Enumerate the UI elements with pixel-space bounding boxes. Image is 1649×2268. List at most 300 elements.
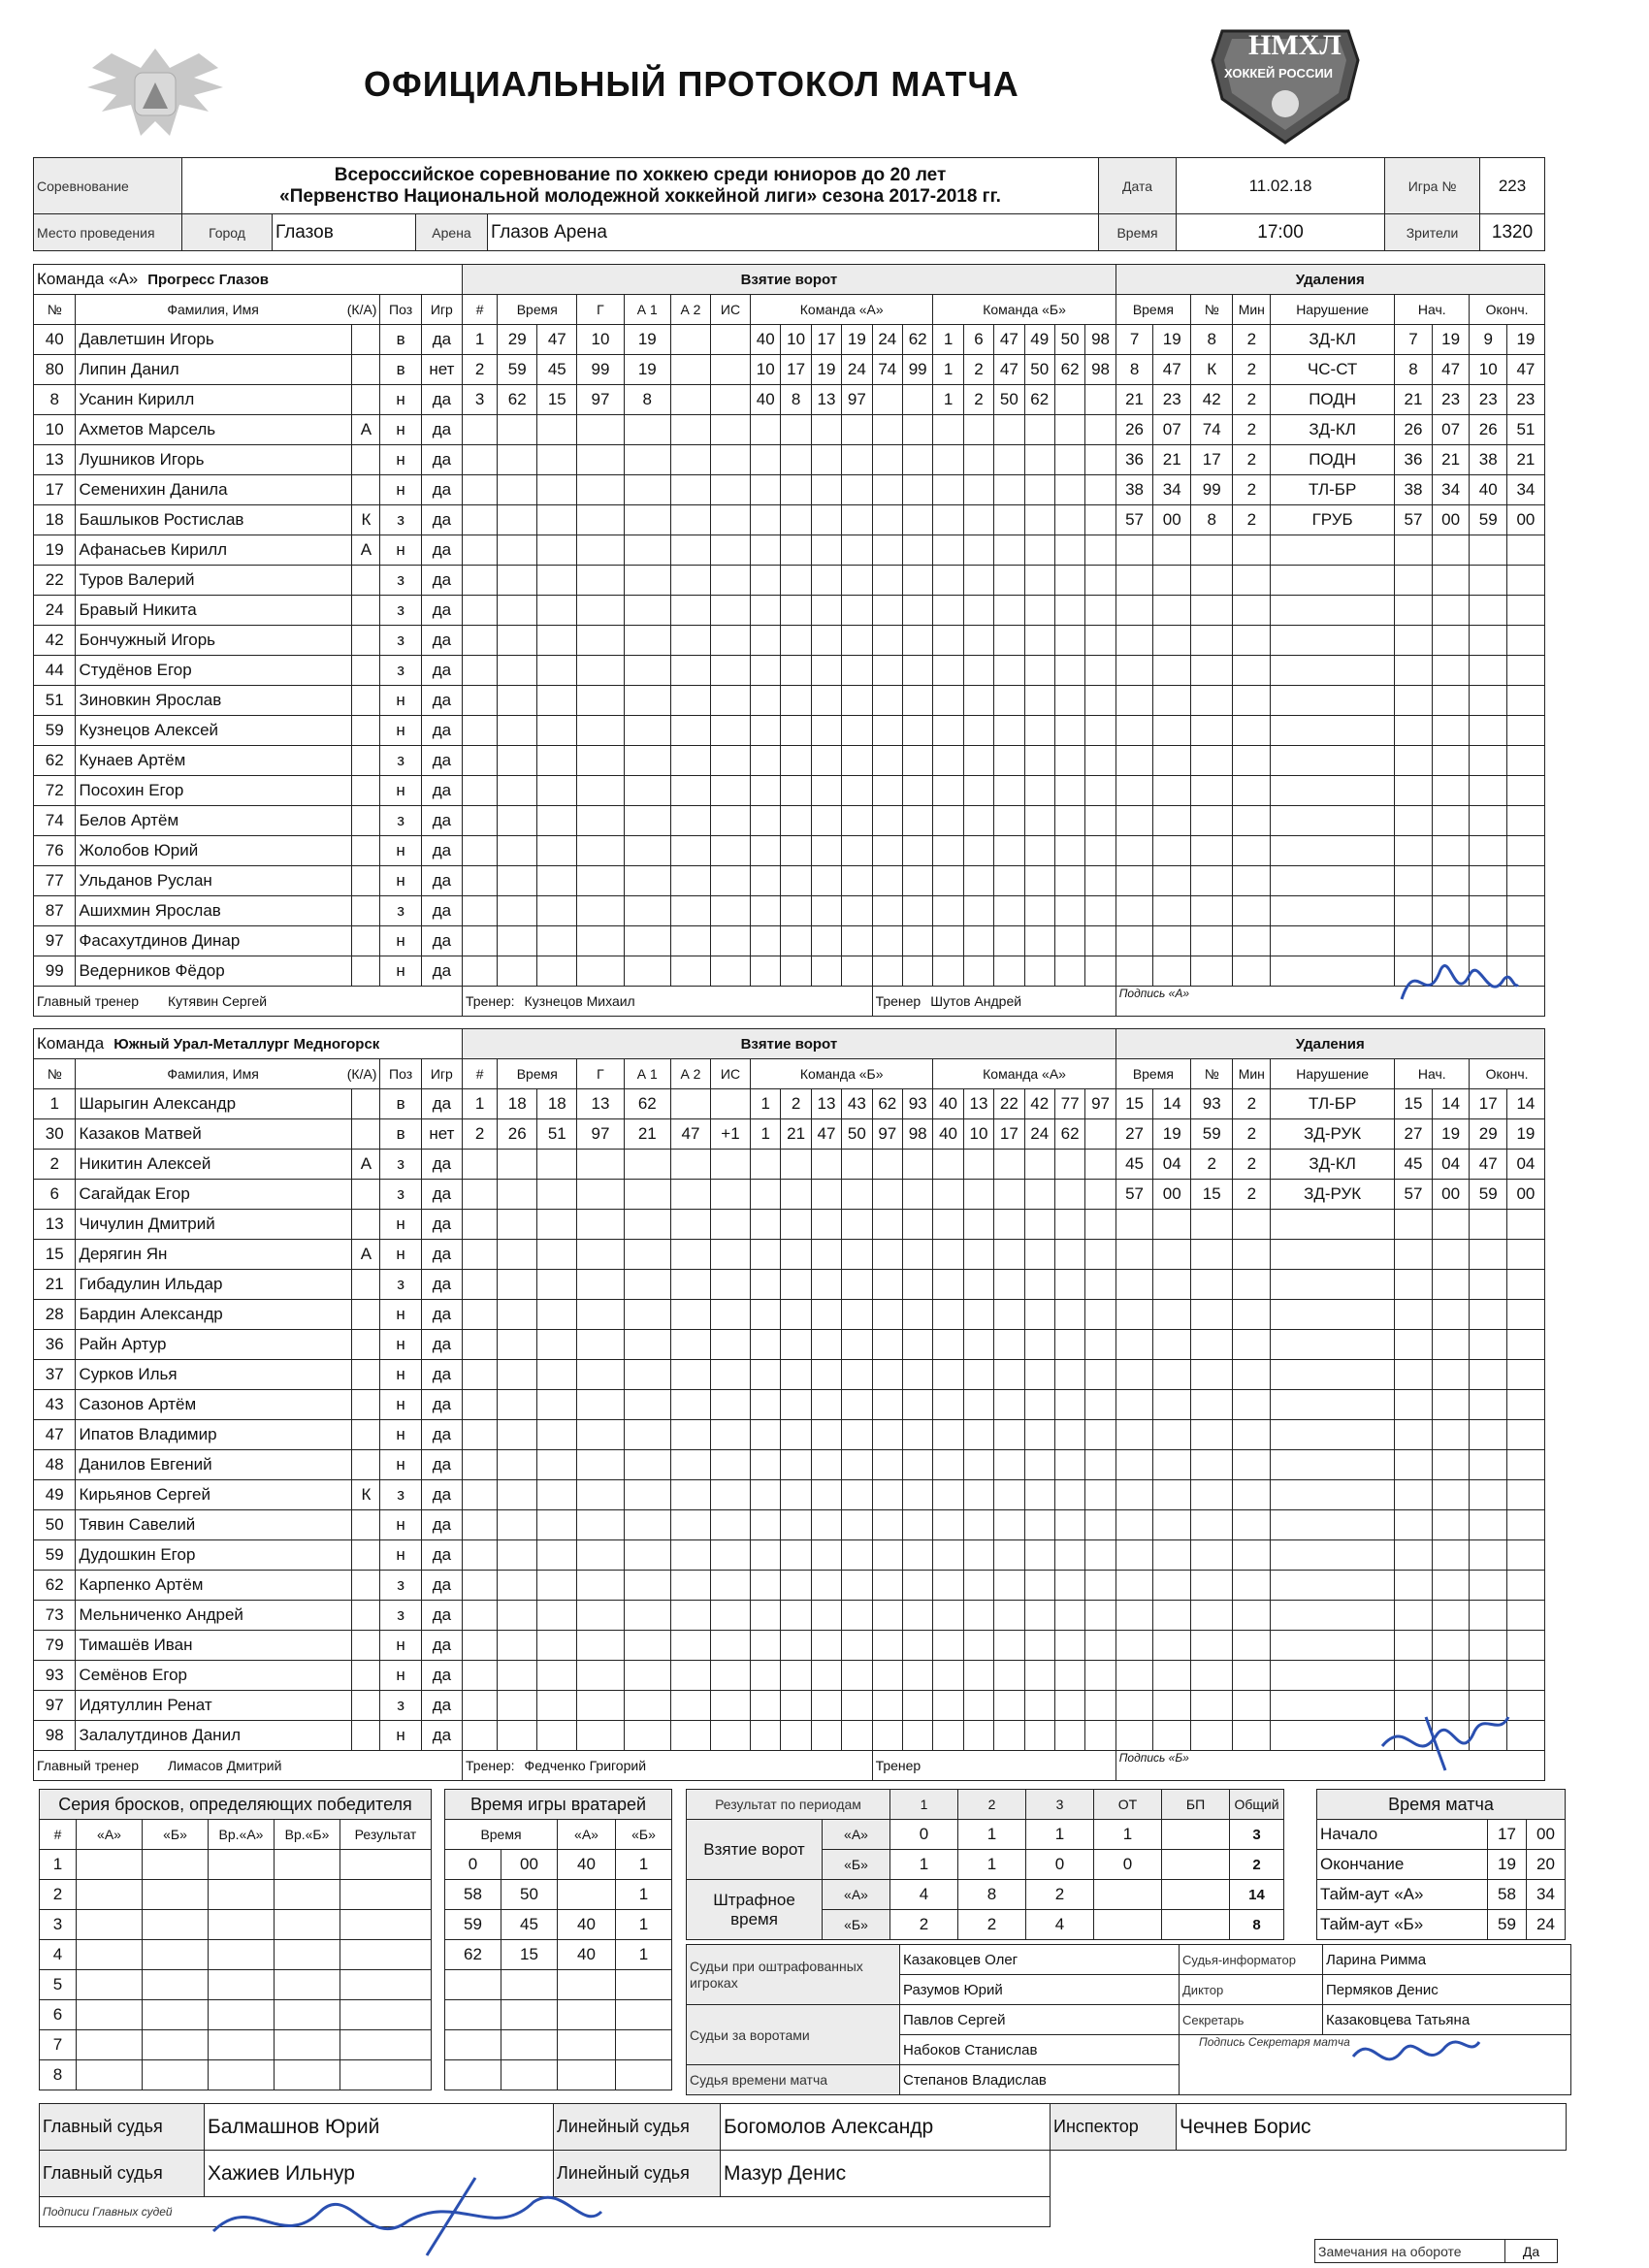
penalty-player: 15: [1191, 1180, 1233, 1210]
goal-empty: [811, 806, 841, 836]
goal-empty: [872, 956, 902, 987]
penalty-start-min: [1395, 1661, 1433, 1691]
player-role: [352, 1420, 380, 1450]
goal-empty: [842, 896, 872, 926]
goal-empty: [781, 445, 811, 475]
goal-empty: [1085, 746, 1116, 776]
player-position: н: [380, 475, 421, 505]
goal-empty: [710, 626, 750, 656]
penalty-minute: [1116, 1571, 1153, 1601]
penalty-minute: [1116, 1721, 1153, 1751]
goal-minute: 18: [498, 1089, 537, 1119]
goal-empty: [577, 415, 624, 445]
period-value: 4: [890, 1880, 958, 1910]
player-role: [352, 1631, 380, 1661]
penalty-end-min: [1470, 746, 1507, 776]
logo-line2: ХОККЕЙ РОССИИ: [1224, 66, 1334, 81]
goal-second: 15: [537, 385, 577, 415]
goal-empty: [537, 686, 577, 716]
goal-empty: [933, 535, 963, 566]
table-row: [34, 926, 1545, 956]
goal-minute: [498, 1601, 537, 1631]
goal-empty: [751, 1270, 781, 1300]
player-name: Белов Артём: [76, 806, 352, 836]
penalty-end-sec: [1507, 1300, 1545, 1330]
player-number: 24: [34, 596, 76, 626]
goal-empty: [751, 415, 781, 445]
goal-empty: [842, 445, 872, 475]
goal-empty: [902, 1360, 932, 1390]
goal-empty: [781, 1571, 811, 1601]
teamA-h-ga1: А 1: [624, 295, 670, 325]
penalty-player: [1191, 746, 1233, 776]
matchtime-hour: 58: [1488, 1880, 1527, 1910]
goal-empty: [624, 1721, 670, 1751]
goal-empty: [1085, 1510, 1116, 1540]
penalty-minute: 45: [1116, 1150, 1153, 1180]
penalty-minutes: 2: [1233, 1089, 1271, 1119]
periods-pen_label: Штрафное время: [687, 1880, 823, 1940]
goal-empty: [710, 1180, 750, 1210]
goal-minute: [498, 1721, 537, 1751]
player-role: [352, 1089, 380, 1119]
penalty-second: [1153, 746, 1191, 776]
goal-empty: [842, 475, 872, 505]
goal-empty: [1054, 1210, 1084, 1240]
player-role: [352, 355, 380, 385]
coach-value: Федченко Григорий: [524, 1758, 647, 1773]
penalty-start-min: 15: [1395, 1089, 1433, 1119]
penalty-minute: [1116, 1661, 1153, 1691]
penalty-end-sec: [1507, 896, 1545, 926]
player-number: 98: [34, 1721, 76, 1751]
penalty-start-sec: [1432, 1480, 1470, 1510]
penalty-second: 04: [1153, 1150, 1191, 1180]
goal-empty: [933, 1450, 963, 1480]
goal-empty: [902, 415, 932, 445]
player-position: з: [380, 596, 421, 626]
player-name: Ахметов Марсель: [76, 415, 352, 445]
goal-empty: [902, 746, 932, 776]
player-role: [352, 716, 380, 746]
matchtime-minute: 20: [1527, 1850, 1566, 1880]
goal-empty: [842, 1480, 872, 1510]
table-row: [34, 1721, 1545, 1751]
goal-empty: [963, 445, 993, 475]
penalty-end-sec: 23: [1507, 385, 1545, 415]
shootout-cell: [143, 2060, 209, 2090]
player-role: [352, 1601, 380, 1631]
teamA-table: [33, 264, 1545, 1017]
penalty-second: [1153, 1270, 1191, 1300]
goal-empty: [842, 1210, 872, 1240]
penalty-start-min: [1395, 836, 1433, 866]
goal-scorer: 13: [577, 1089, 624, 1119]
penalty-minute: 27: [1116, 1119, 1153, 1150]
goal-empty: [751, 1631, 781, 1661]
goal-empty: [902, 1240, 932, 1270]
player-position: н: [380, 956, 421, 987]
penalty-start-sec: 19: [1432, 325, 1470, 355]
goal-empty: [781, 1721, 811, 1751]
goal-empty: [1085, 1601, 1116, 1631]
goal-empty: [624, 1240, 670, 1270]
penalty-minutes: [1233, 1300, 1271, 1330]
goal-empty: [842, 1691, 872, 1721]
goal-empty: [624, 1210, 670, 1240]
teamA-h-gis: ИС: [710, 295, 750, 325]
goal-empty: [751, 656, 781, 686]
goal-empty: [994, 1420, 1024, 1450]
goal-number: [463, 1330, 498, 1360]
goal-minute: [498, 566, 537, 596]
goal-empty: [537, 1721, 577, 1751]
penalty-minutes: [1233, 836, 1271, 866]
goal-empty: [811, 1450, 841, 1480]
goal-opp-player: 47: [994, 325, 1024, 355]
goal-empty: [963, 956, 993, 987]
player-role: А: [352, 415, 380, 445]
goal-empty: [933, 1631, 963, 1661]
goal-own-player: 21: [781, 1119, 811, 1150]
penalty-start-sec: [1432, 1631, 1470, 1661]
penalty-end-min: [1470, 1420, 1507, 1450]
goal-empty: [670, 596, 710, 626]
goal-opp-player: 22: [994, 1089, 1024, 1119]
goal-empty: [994, 1300, 1024, 1330]
goal-empty: [933, 686, 963, 716]
goal-minute: [498, 866, 537, 896]
goal-opp-player: 2: [963, 355, 993, 385]
goal-number: [463, 1210, 498, 1240]
goal-empty: [994, 475, 1024, 505]
goal-opp-player: 98: [1085, 355, 1116, 385]
goal-empty: [670, 896, 710, 926]
penalty-minutes: [1233, 866, 1271, 896]
goal-empty: [577, 1661, 624, 1691]
penalty-end-sec: [1507, 1631, 1545, 1661]
goal-opp-player: 49: [1024, 325, 1054, 355]
goal-own-player: 40: [751, 325, 781, 355]
player-role: А: [352, 535, 380, 566]
goal-empty: [902, 1150, 932, 1180]
table-row: [34, 1420, 1545, 1450]
penalty-player: К: [1191, 355, 1233, 385]
player-position: н: [380, 836, 421, 866]
penalty-player: 17: [1191, 445, 1233, 475]
penalty-start-sec: [1432, 686, 1470, 716]
penalty-start-min: [1395, 1300, 1433, 1330]
goal-minute: [498, 1661, 537, 1691]
goal-assist1: 62: [624, 1089, 670, 1119]
goal-minute: [498, 1571, 537, 1601]
penalty-end-sec: [1507, 806, 1545, 836]
penalty-infraction: [1271, 1450, 1395, 1480]
goal-own-player: 97: [872, 1119, 902, 1150]
penalty-end-sec: [1507, 1601, 1545, 1631]
goal-empty: [537, 806, 577, 836]
goal-empty: [624, 686, 670, 716]
shootout-cell: [143, 1970, 209, 2000]
goalie-b: 1: [616, 1850, 672, 1880]
penalty-end-min: [1470, 1571, 1507, 1601]
goal-empty: [710, 535, 750, 566]
goal-empty: [1085, 1210, 1116, 1240]
penalty-start-sec: 00: [1432, 505, 1470, 535]
player-role: [352, 1661, 380, 1691]
table-row: [34, 505, 1545, 535]
player-name: Ашихмин Ярослав: [76, 896, 352, 926]
goal-empty: [994, 1631, 1024, 1661]
table-row: [445, 1910, 672, 1940]
goal-empty: [811, 1240, 841, 1270]
player-role: К: [352, 1480, 380, 1510]
goal-empty: [902, 956, 932, 987]
player-number: 44: [34, 656, 76, 686]
penalty-player: [1191, 1480, 1233, 1510]
player-number: 37: [34, 1360, 76, 1390]
info-value: Ларина Римма: [1323, 1945, 1571, 1975]
shootout-cell: [209, 1850, 275, 1880]
goalie-a: [558, 2030, 616, 2060]
player-name: Сазонов Артём: [76, 1390, 352, 1420]
goal-empty: [751, 475, 781, 505]
goal-number: [463, 1571, 498, 1601]
goal-number: [463, 1691, 498, 1721]
player-position: н: [380, 926, 421, 956]
penalty-end-sec: [1507, 746, 1545, 776]
goal-empty: [1024, 1300, 1054, 1330]
player-position: з: [380, 626, 421, 656]
goal-empty: [537, 716, 577, 746]
goal-empty: [577, 656, 624, 686]
goal-second: 47: [537, 325, 577, 355]
penalty-end-min: [1470, 1450, 1507, 1480]
penalty-start-sec: [1432, 1360, 1470, 1390]
goal-empty: [781, 596, 811, 626]
penbox-judge-2: Разумов Юрий: [900, 1975, 1180, 2005]
player-number: 13: [34, 445, 76, 475]
teamA-coaches: [34, 987, 1545, 1017]
goal-minute: [498, 1330, 537, 1360]
penalty-player: [1191, 1270, 1233, 1300]
player-name: Зиновкин Ярослав: [76, 686, 352, 716]
goal-empty: [670, 836, 710, 866]
goal-empty: [1054, 746, 1084, 776]
goal-empty: [963, 716, 993, 746]
table-row: [40, 1940, 432, 1970]
game-number-value: 223: [1480, 158, 1545, 214]
goal-empty: [670, 1601, 710, 1631]
penalty-start-min: [1395, 1360, 1433, 1390]
player-name: Казаков Матвей: [76, 1119, 352, 1150]
goal-empty: [963, 746, 993, 776]
goal-empty: [933, 415, 963, 445]
penalty-minutes: [1233, 1721, 1271, 1751]
player-role: [352, 866, 380, 896]
penalty-second: 07: [1153, 415, 1191, 445]
table-row: [687, 1880, 1284, 1910]
periods-team-label: «А»: [823, 1880, 890, 1910]
goal-minute: 62: [498, 385, 537, 415]
goal-empty: [872, 1150, 902, 1180]
goal-empty: [577, 1330, 624, 1360]
goal-number: [463, 1150, 498, 1180]
goal-empty: [751, 1691, 781, 1721]
player-position: н: [380, 1631, 421, 1661]
goal-empty: [1085, 896, 1116, 926]
penalty-end-sec: 21: [1507, 445, 1545, 475]
goal-empty: [751, 1330, 781, 1360]
player-role: [352, 656, 380, 686]
teamB-h-pnum: №: [1191, 1059, 1233, 1089]
penalty-start-min: [1395, 626, 1433, 656]
goal-empty: [537, 596, 577, 626]
player-played: да: [421, 866, 462, 896]
player-number: 43: [34, 1390, 76, 1420]
goal-empty: [751, 1450, 781, 1480]
goal-opp-player: [1085, 1119, 1116, 1150]
penalty-end-sec: [1507, 1210, 1545, 1240]
shootout-h-gb: Вр.«Б»: [275, 1820, 340, 1850]
goal-empty: [811, 1661, 841, 1691]
goal-empty: [1054, 566, 1084, 596]
goal-empty: [537, 1300, 577, 1330]
table-row: [1317, 1850, 1566, 1880]
player-position: н: [380, 1510, 421, 1540]
goal-empty: [670, 1180, 710, 1210]
penalty-minutes: [1233, 596, 1271, 626]
goal-empty: [624, 896, 670, 926]
penalty-end-sec: 34: [1507, 475, 1545, 505]
announcer-label: Диктор: [1180, 1975, 1323, 2005]
penalty-infraction: [1271, 776, 1395, 806]
table-row: [34, 1390, 1545, 1420]
goal-empty: [710, 475, 750, 505]
goal-empty: [670, 626, 710, 656]
goal-empty: [710, 566, 750, 596]
goal-minute: [498, 1240, 537, 1270]
penalty-start-min: 36: [1395, 445, 1433, 475]
goal-empty: [577, 1601, 624, 1631]
goal-empty: [933, 626, 963, 656]
player-number: 62: [34, 1571, 76, 1601]
teamB-coach1: [463, 1751, 873, 1781]
penalty-end-min: [1470, 866, 1507, 896]
player-name: Гибадулин Ильдар: [76, 1270, 352, 1300]
goal-number: [463, 836, 498, 866]
penalty-player: [1191, 926, 1233, 956]
penalty-end-min: 59: [1470, 505, 1507, 535]
penalty-start-sec: [1432, 1390, 1470, 1420]
goal-empty: [781, 1270, 811, 1300]
penalty-minute: [1116, 1360, 1153, 1390]
penalty-player: [1191, 1540, 1233, 1571]
goal-empty: [751, 1180, 781, 1210]
penalty-infraction: ТЛ-БР: [1271, 475, 1395, 505]
goal-assist2: [670, 1089, 710, 1119]
penalty-second: [1153, 1510, 1191, 1540]
goal-empty: [963, 535, 993, 566]
goal-empty: [872, 475, 902, 505]
goal-empty: [1024, 1661, 1054, 1691]
goal-opp-player: 1: [933, 355, 963, 385]
period-value: 1: [1026, 1820, 1094, 1850]
player-position: н: [380, 1240, 421, 1270]
period-value: [1094, 1910, 1162, 1940]
penalty-minutes: [1233, 1420, 1271, 1450]
goal-empty: [1024, 1390, 1054, 1420]
goal-empty: [710, 1631, 750, 1661]
shootout-h-ga: Вр.«А»: [209, 1820, 275, 1850]
goal-minute: [498, 1210, 537, 1240]
arena-label: Арена: [416, 214, 488, 251]
goalie-second: [501, 2000, 558, 2030]
penalty-start-min: [1395, 1601, 1433, 1631]
penalty-second: [1153, 626, 1191, 656]
table-row: [445, 1940, 672, 1970]
penalty-second: [1153, 1571, 1191, 1601]
penalty-start-sec: 14: [1432, 1089, 1470, 1119]
player-position: н: [380, 415, 421, 445]
goal-empty: [1054, 1150, 1084, 1180]
table-row: [34, 1150, 1545, 1180]
goal-empty: [994, 1210, 1024, 1240]
goalie-b: [616, 1970, 672, 2000]
penalty-infraction: [1271, 896, 1395, 926]
goal-empty: [872, 1360, 902, 1390]
goal-empty: [1085, 1540, 1116, 1571]
goal-own-player: 17: [781, 355, 811, 385]
goal-empty: [933, 1210, 963, 1240]
shootout-cell: [340, 1850, 432, 1880]
goal-empty: [781, 535, 811, 566]
goal-empty: [872, 1330, 902, 1360]
penalty-minutes: [1233, 1510, 1271, 1540]
goal-empty: [1024, 1691, 1054, 1721]
teamB-h-opp: Команда «А»: [933, 1059, 1116, 1089]
goal-own-player: 17: [811, 325, 841, 355]
penalty-player: 2: [1191, 1150, 1233, 1180]
goal-empty: [710, 1300, 750, 1330]
goal-empty: [811, 866, 841, 896]
penalty-end-sec: 14: [1507, 1089, 1545, 1119]
goal-assist1: 8: [624, 385, 670, 415]
goal-own-player: 8: [781, 385, 811, 415]
goal-empty: [902, 836, 932, 866]
penalty-minutes: [1233, 535, 1271, 566]
shootout-cell: [275, 2060, 340, 2090]
table-row: [1317, 1820, 1566, 1850]
header-table: [33, 157, 1545, 251]
player-number: 72: [34, 776, 76, 806]
penalty-minutes: [1233, 896, 1271, 926]
teamA-penalties-title: Удаления: [1116, 265, 1544, 295]
goal-empty: [872, 1661, 902, 1691]
teamB-h-gnum: #: [463, 1059, 498, 1089]
player-played: да: [421, 1691, 462, 1721]
goal-empty: [963, 836, 993, 866]
penalty-player: [1191, 566, 1233, 596]
goal-empty: [1054, 626, 1084, 656]
goal-empty: [1085, 1721, 1116, 1751]
player-played: да: [421, 1150, 462, 1180]
goal-empty: [933, 1480, 963, 1510]
signature-secretary-icon: [1348, 2027, 1484, 2086]
goal-empty: [933, 1571, 963, 1601]
penalty-start-min: 38: [1395, 475, 1433, 505]
goal-empty: [842, 776, 872, 806]
